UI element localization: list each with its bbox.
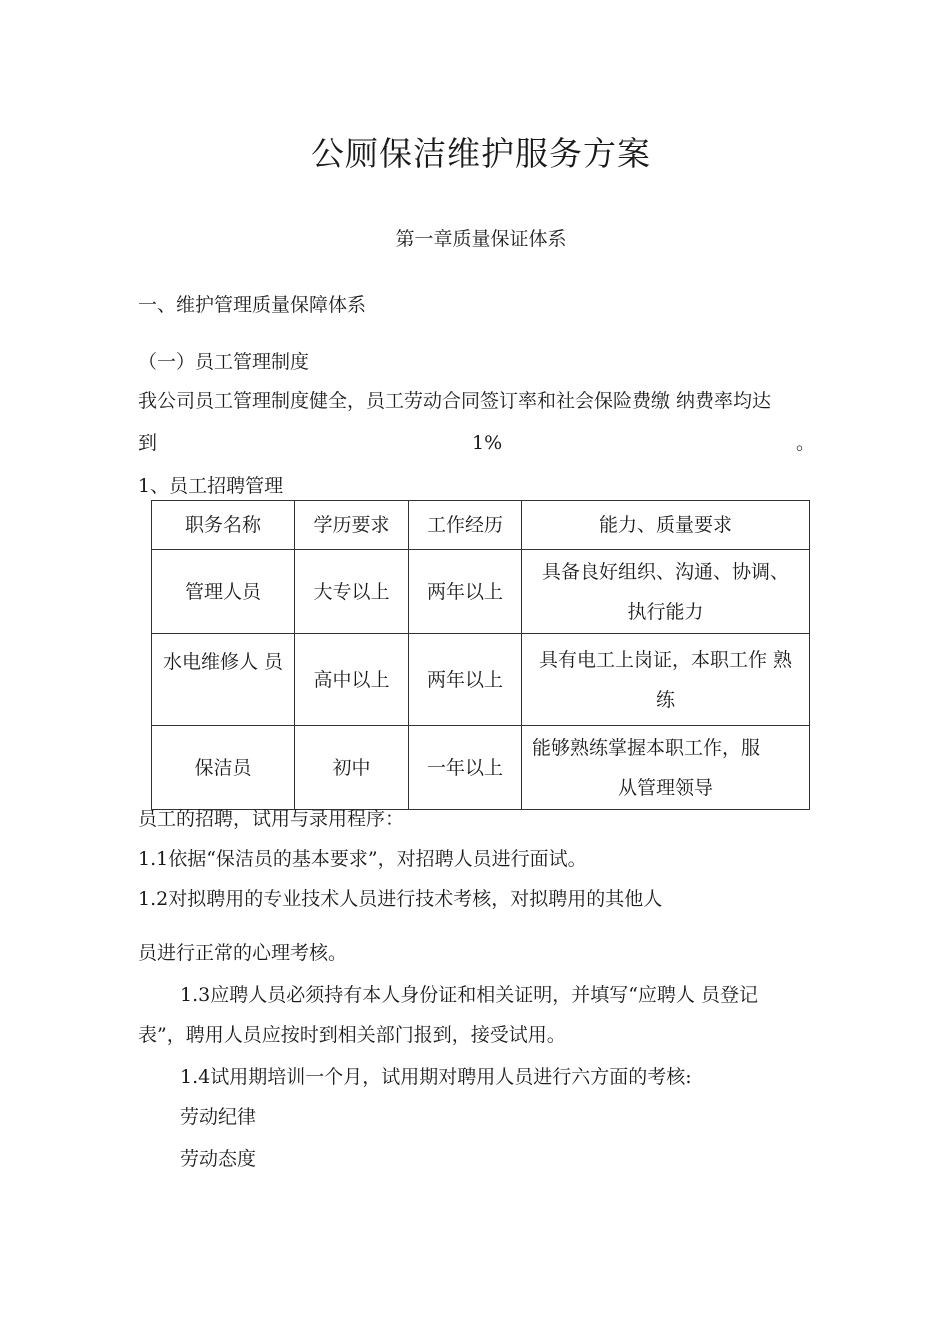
table-header-row xyxy=(152,501,810,550)
table-header-cell: 能力、质量要求 xyxy=(522,501,810,550)
ability-cell xyxy=(522,726,810,810)
ability-cell xyxy=(522,550,810,634)
procedure-step: 1.4试用期培训一个月，试用期对聘用人员进行六方面的考核: xyxy=(180,1066,692,1088)
intro-line2-start: 到 xyxy=(138,432,158,454)
table-row xyxy=(152,726,810,810)
position-cell: 保洁员 xyxy=(152,726,295,810)
table-row xyxy=(152,550,810,634)
table-header-cell: 工作经历 xyxy=(409,501,522,550)
subsection-heading: （一）员工管理制度 xyxy=(138,351,310,373)
section-heading: 一、维护管理质量保障体系 xyxy=(138,294,367,316)
recruitment-requirements-table xyxy=(151,500,810,810)
position-cell: 管理人员 xyxy=(152,550,295,634)
intro-paragraph-line1: 我公司员工管理制度健全，员工劳动合同签订率和社会保险费缴 纳费率均达 xyxy=(138,390,772,412)
ability-line: 能够熟练掌握本职工作，服 xyxy=(532,736,761,759)
table-row xyxy=(152,634,810,726)
procedure-heading: 员工的招聘，试用与录用程序： xyxy=(138,808,405,830)
education-cell: 高中以上 xyxy=(295,634,409,726)
ability-line: 具备良好组织、沟通、协调、 xyxy=(541,560,789,583)
assessment-item: 劳动纪律 xyxy=(180,1106,257,1128)
table-header-cell: 学历要求 xyxy=(295,501,409,550)
chapter-heading: 第一章质量保证体系 xyxy=(395,228,567,250)
ability-cell xyxy=(522,634,810,726)
assessment-item: 劳动态度 xyxy=(180,1148,257,1170)
ability-line: 具有电工上岗证，本职工作 熟 xyxy=(538,648,793,671)
experience-cell: 一年以上 xyxy=(409,726,522,810)
ability-line: 练 xyxy=(655,688,675,711)
experience-cell: 两年以上 xyxy=(409,634,522,726)
experience-cell: 两年以上 xyxy=(409,550,522,634)
procedure-step-continued: 表”，聘用人员应按时到相关部门报到，接受试用。 xyxy=(138,1024,566,1046)
table-header-cell: 职务名称 xyxy=(152,501,295,550)
position-cell: 水电维修人 员 xyxy=(152,634,295,726)
procedure-step: 1.1依据“保洁员的基本要求”，对招聘人员进行面试。 xyxy=(138,848,587,870)
education-cell: 大专以上 xyxy=(295,550,409,634)
procedure-step-continued: 员进行正常的心理考核。 xyxy=(138,942,348,964)
procedure-step: 1.3应聘人员必须持有本人身份证和相关证明，并填写“应聘人 员登记 xyxy=(180,984,758,1006)
education-cell: 初中 xyxy=(295,726,409,810)
recruit-heading: 1、员工招聘管理 xyxy=(138,475,284,497)
ability-line: 从管理领导 xyxy=(617,776,713,799)
ability-line: 执行能力 xyxy=(627,600,704,623)
intro-line2-end: 。 xyxy=(796,432,816,454)
procedure-step: 1.2对拟聘用的专业技术人员进行技术考核，对拟聘用的其他人 xyxy=(138,888,663,910)
contract-rate-value: 1% xyxy=(472,432,503,454)
document-title: 公厕保洁维护服务方案 xyxy=(311,134,651,173)
